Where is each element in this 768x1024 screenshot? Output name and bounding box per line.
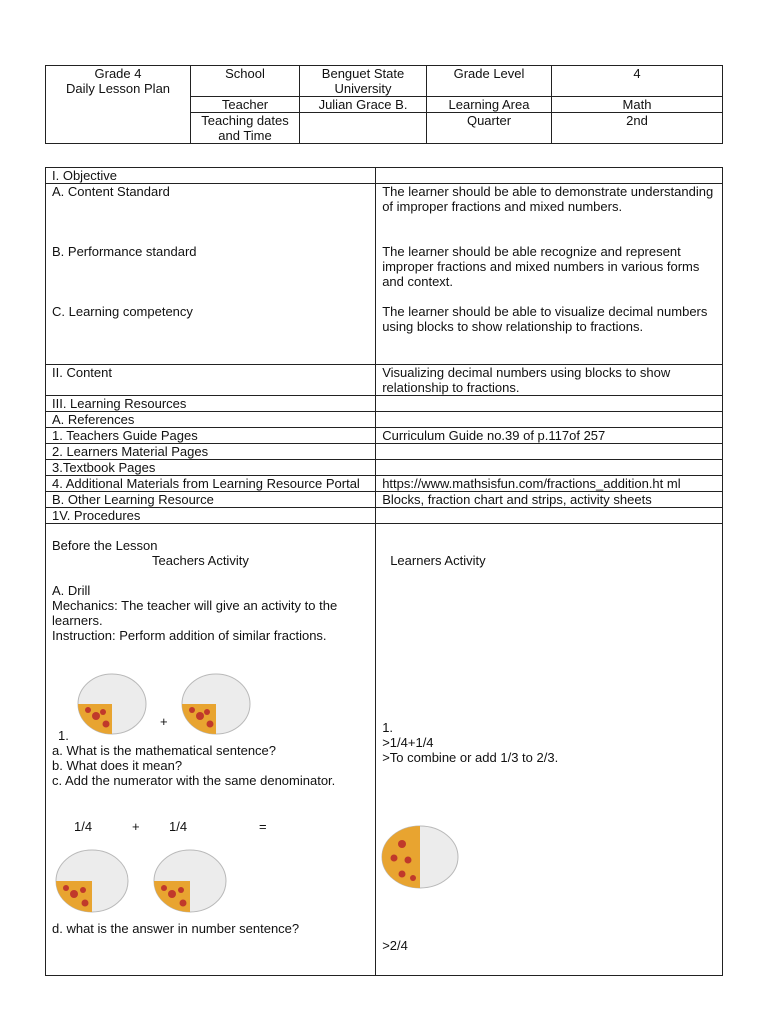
answer-number: 1. xyxy=(382,720,394,735)
equals-sign: = xyxy=(259,819,267,834)
grade-level-value: 4 xyxy=(552,66,723,97)
pizza-quarter-icon xyxy=(180,672,252,736)
quarter-value: 2nd xyxy=(552,113,723,144)
standards-values xyxy=(376,184,723,365)
teachers-activity-heading: Teachers Activity xyxy=(152,553,249,568)
dates-label: Teaching dates and Time xyxy=(191,113,300,144)
plus-sign: + xyxy=(160,714,168,729)
content-label: II. Content xyxy=(46,365,376,396)
fraction-1: 1/4 xyxy=(74,819,93,834)
performance-standard-label: B. Performance standard xyxy=(52,244,197,259)
standards-labels xyxy=(46,184,376,365)
other-resource-text: Blocks, fraction chart and strips, activity sheets xyxy=(376,492,723,508)
question-a: a. What is the mathematical sentence? xyxy=(52,743,277,758)
learners-activity-heading: Learners Activity xyxy=(390,553,486,568)
question-b: b. What does it mean? xyxy=(52,758,183,773)
answer-d: >2/4 xyxy=(382,938,408,953)
dates-value xyxy=(300,113,427,144)
resources-value xyxy=(376,396,723,412)
teacher-value: Julian Grace B. xyxy=(300,97,427,113)
school-label: School xyxy=(191,66,300,97)
questions-block xyxy=(52,743,352,788)
other-resource-label: B. Other Learning Resource xyxy=(46,492,376,508)
pizza-quarter-icon xyxy=(76,672,148,736)
procedures-label: 1V. Procedures xyxy=(46,508,376,524)
additional-link[interactable]: https://www.mathsisfun.com/fractions_addition.ht ml xyxy=(376,476,723,492)
learners-activity-cell xyxy=(376,524,723,976)
references-label: A. References xyxy=(46,412,376,428)
content-standard-label: A. Content Standard xyxy=(52,184,170,199)
quarter-label: Quarter xyxy=(427,113,552,144)
pizza-half-icon xyxy=(380,824,460,890)
tg-label: 1. Teachers Guide Pages xyxy=(46,428,376,444)
answer-b: >To combine or add 1/3 to 2/3. xyxy=(382,750,559,765)
learning-area-label: Learning Area xyxy=(427,97,552,113)
content-text: Visualizing decimal numbers using blocks to show relationship to fractions. xyxy=(376,365,723,396)
teachers-activity-cell xyxy=(46,524,376,976)
references-value xyxy=(376,412,723,428)
resources-label: III. Learning Resources xyxy=(46,396,376,412)
learning-area-value: Math xyxy=(552,97,723,113)
question-c: c. Add the numerator with the same denominator. xyxy=(52,773,336,788)
tg-text: Curriculum Guide no.39 of p.117of 257 xyxy=(376,428,723,444)
plus-sign-2: + xyxy=(132,819,140,834)
header-table xyxy=(45,65,723,144)
teacher-label: Teacher xyxy=(191,97,300,113)
textbook-label: 3.Textbook Pages xyxy=(46,460,376,476)
textbook-value xyxy=(376,460,723,476)
grade-level-label: Grade Level xyxy=(427,66,552,97)
competency-label: C. Learning competency xyxy=(52,304,193,319)
objective-value xyxy=(376,168,723,184)
content-standard-text: The learner should be able to demonstrate understanding of improper fractions and mixed numbers. xyxy=(382,184,714,214)
competency-text: The learner should be able to visualize decimal numbers using blocks to show relationship to fractions. xyxy=(382,304,708,334)
mechanics-text: Mechanics: The teacher will give an activity to the learners. xyxy=(52,598,338,628)
question-d: d. what is the answer in number sentence? xyxy=(52,921,300,936)
performance-standard-text: The learner should be able recognize and represent improper fractions and mixed numbers in various forms and context. xyxy=(382,244,700,289)
answer-a: >1/4+1/4 xyxy=(382,735,434,750)
pizza-quarter-icon xyxy=(54,848,130,914)
lesson-plan-table xyxy=(45,167,723,976)
doc-title xyxy=(46,66,191,144)
school-value: Benguet State University xyxy=(300,66,427,97)
pizza-quarter-icon xyxy=(152,848,228,914)
procedures-value xyxy=(376,508,723,524)
fraction-2: 1/4 xyxy=(169,819,188,834)
doc-title-text: Grade 4 Daily Lesson Plan xyxy=(65,66,171,96)
additional-label: 4. Additional Materials from Learning Resource Portal xyxy=(46,476,376,492)
objective-label: I. Objective xyxy=(46,168,376,184)
drill-heading: A. Drill xyxy=(52,583,91,598)
instruction-text: Instruction: Perform addition of similar fractions. xyxy=(52,628,327,643)
lm-value xyxy=(376,444,723,460)
before-lesson: Before the Lesson xyxy=(52,538,158,553)
item-number: 1. xyxy=(58,728,69,743)
lm-label: 2. Learners Material Pages xyxy=(46,444,376,460)
